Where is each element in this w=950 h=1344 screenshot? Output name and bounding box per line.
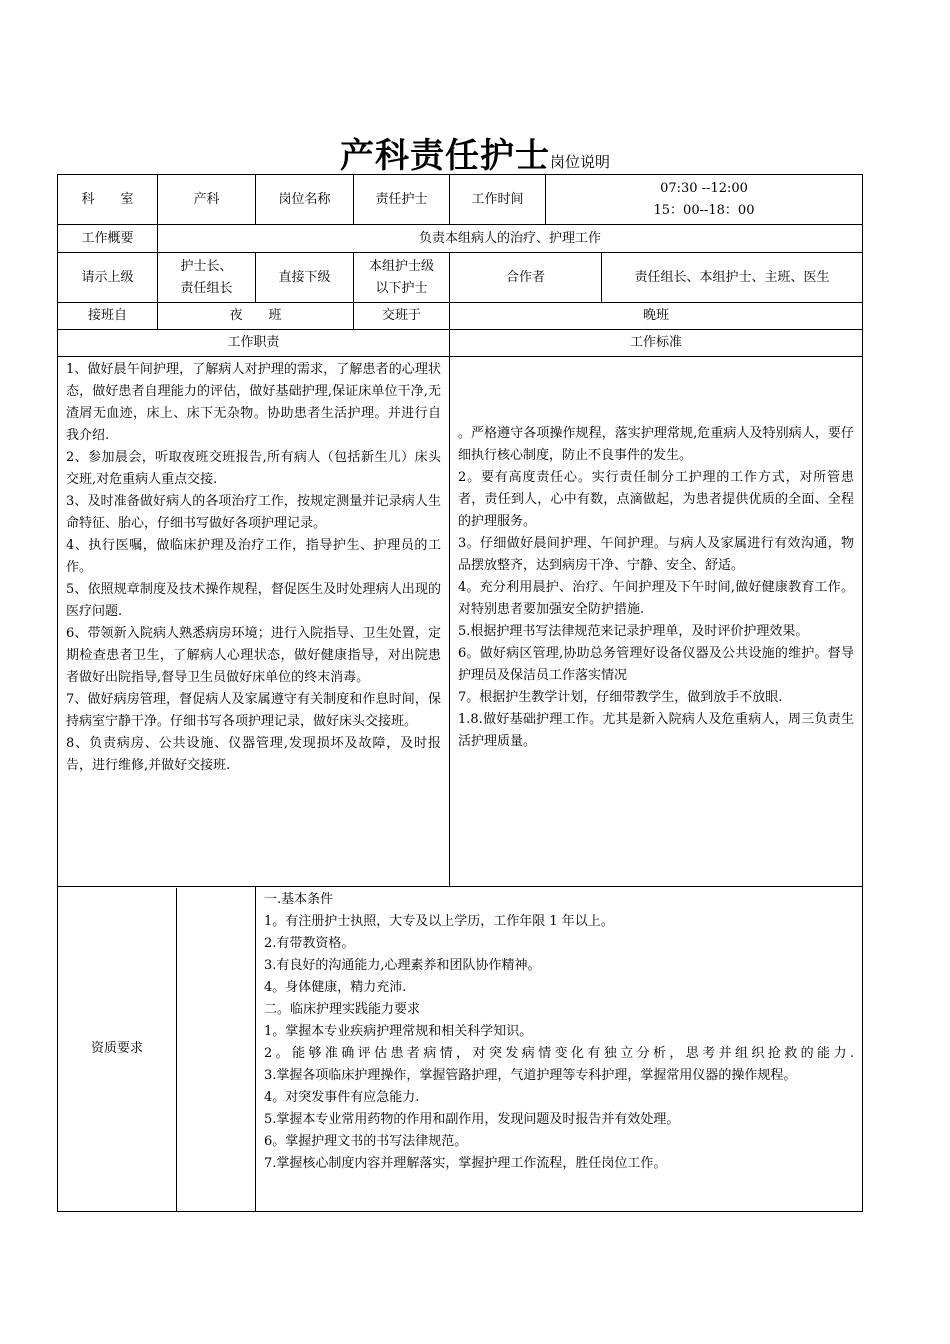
shift-to-value: 晚班 <box>450 303 863 330</box>
standard-item: 。严格遵守各项操作规程，落实护理常规,危重病人及特别病人，要仔细执行核心制度，防止不良事件的发生。 <box>458 426 854 463</box>
clinical-item: 1。掌握本专业疾病护理常规和相关科学知识。 <box>264 1024 533 1039</box>
partner-value: 责任组长、本组护士、主班、医生 <box>602 253 863 303</box>
time-value <box>546 175 863 225</box>
standard-item: 6。做好病区管理,协助总务管理好设备仪器及公共设施的维护。督导护理员及保洁员工作落实情况 <box>458 646 854 683</box>
overview-row <box>58 225 863 253</box>
header-row <box>58 175 863 225</box>
shift-from-value: 夜 班 <box>158 303 354 330</box>
basic-item: 3.有良好的沟通能力,心理素养和团队协作精神。 <box>264 958 541 973</box>
clinical-item: 5.掌握本专业常用药物的作用和副作用，发现问题及时报告并有效处理。 <box>264 1112 680 1127</box>
basic-item: 2.有带教资格。 <box>264 936 355 951</box>
clinical-item: 3.掌握各项临床护理操作，掌握管路护理，气道护理等专科护理，掌握常用仪器的操作规程。 <box>264 1068 797 1083</box>
report-row <box>58 253 863 303</box>
clinical-item: 7.掌握核心制度内容并理解落实，掌握护理工作流程，胜任岗位工作。 <box>264 1156 667 1171</box>
qualification-split <box>58 888 255 1211</box>
clinical-item: 6。掌握护理文书的书写法律规范。 <box>264 1134 468 1149</box>
time-label: 工作时间 <box>450 175 546 225</box>
qualification-row <box>58 887 863 1212</box>
subordinate-value <box>354 253 450 303</box>
superior-label: 请示上级 <box>58 253 158 303</box>
post-value: 责任护士 <box>354 175 450 225</box>
shift-row <box>58 303 863 330</box>
time-line-1: 07:30 --12:00 <box>660 180 748 196</box>
duties-cell <box>58 357 450 887</box>
duty-item: 4、执行医嘱，做临床护理及治疗工作，指导护生、护理员的工作。 <box>66 538 441 575</box>
clinical-item: 4。对突发事件有应急能力. <box>264 1090 420 1105</box>
qualification-content <box>256 887 863 1212</box>
basic-item: 4。身体健康，精力充沛. <box>264 980 407 995</box>
qualification-cell-wrap <box>58 887 256 1212</box>
columns-header-row <box>58 330 863 357</box>
overview-label: 工作概要 <box>58 225 158 253</box>
duty-item: 3、及时准备做好病人的各项治疗工作，按规定测量并记录病人生命特征、胎心，仔细书写做好各项护理记录。 <box>66 494 441 531</box>
document-title <box>0 128 950 177</box>
dept-value: 产科 <box>158 175 256 225</box>
qualification-spacer <box>177 888 255 1211</box>
duty-item: 6、带领新入院病人熟悉病房环境；进行入院指导、卫生处置，定期检查患者卫生，了解病人心理状态，做好健康指导，对出院患者做好出院指导,督导卫生员做好床单位的终末消毒。 <box>66 626 441 685</box>
duty-item: 5、依照规章制度及技术操作规程，督促医生及时处理病人出现的医疗问题. <box>66 582 441 619</box>
subordinate-line-1: 本组护士级 <box>368 258 434 274</box>
shift-from-label: 接班自 <box>58 303 158 330</box>
qualification-label: 资质要求 <box>58 888 177 1211</box>
post-label: 岗位名称 <box>256 175 354 225</box>
standard-item: 1.8.做好基础护理工作。尤其是新入院病人及危重病人，周三负责生活护理质量。 <box>458 712 854 749</box>
basic-item: 1。有注册护士执照，大专及以上学历，工作年限 1 年以上。 <box>264 914 614 929</box>
partner-label: 合作者 <box>450 253 602 303</box>
standards-header: 工作标准 <box>450 330 863 357</box>
job-description-table <box>57 174 863 1212</box>
subordinate-label: 直接下级 <box>256 253 354 303</box>
duty-item: 7、做好病房管理，督促病人及家属遵守有关制度和作息时间，保持病室宁静干净。仔细书写各项护理记录，做好床头交接班。 <box>66 692 441 729</box>
superior-value <box>158 253 256 303</box>
dept-label: 科 室 <box>58 175 158 225</box>
duties-header: 工作职责 <box>58 330 450 357</box>
time-line-2: 15：00--18：00 <box>653 202 755 218</box>
standards-cell <box>450 357 863 887</box>
duty-item: 8、负责病房、公共设施、仪器管理,发现损坏及故障，及时报告，进行维修,并做好交接班. <box>66 736 441 773</box>
standard-item: 2。要有高度责任心。实行责任制分工护理的工作方式，对所管患者，责任到人，心中有数，点滴做起，为患者提供优质的全面、全程的护理服务。 <box>458 470 854 529</box>
standard-item: 3。仔细做好晨间护理、午间护理。与病人及家属进行有效沟通，物品摆放整齐，达到病房干净、宁静、安全、舒适。 <box>458 536 854 573</box>
overview-value: 负责本组病人的治疗、护理工作 <box>158 225 863 253</box>
standard-item: 7。根据护生教学计划，仔细带教学生，做到放手不放眼. <box>458 690 783 705</box>
title-sub: 岗位说明 <box>549 153 610 171</box>
standard-item: 4。充分利用晨护、治疗、午间护理及下午时间,做好健康教育工作。对特别患者要加强安全防护措施. <box>458 580 854 617</box>
title-main: 产科责任护士 <box>339 136 550 176</box>
basic-title: 一.基本条件 <box>264 892 334 907</box>
superior-line-2: 责任组长 <box>180 280 233 296</box>
subordinate-line-2: 以下护士 <box>375 280 428 296</box>
superior-line-1: 护士长、 <box>180 258 233 274</box>
duty-item: 2、参加晨会，听取夜班交班报告,所有病人（包括新生儿）床头交班,对危重病人重点交接. <box>66 450 441 487</box>
duties-standards-row <box>58 357 863 887</box>
duty-item: 1、做好晨午间护理，了解病人对护理的需求，了解患者的心理状态，做好患者自理能力的评估，做好基础护理,保证床单位干净,无渣屑无血迹，床上、床下无杂物。协助患者生活护理。并进行自我介绍. <box>66 362 441 443</box>
standard-item: 5.根据护理书写法律规范来记录护理单，及时评价护理效果。 <box>458 624 809 639</box>
clinical-item: 2。能够准确评估患者病情，对突发病情变化有独立分析，思考并组织抢救的能力. <box>264 1046 854 1061</box>
shift-to-label: 交班于 <box>354 303 450 330</box>
clinical-title: 二。临床护理实践能力要求 <box>264 1002 421 1017</box>
